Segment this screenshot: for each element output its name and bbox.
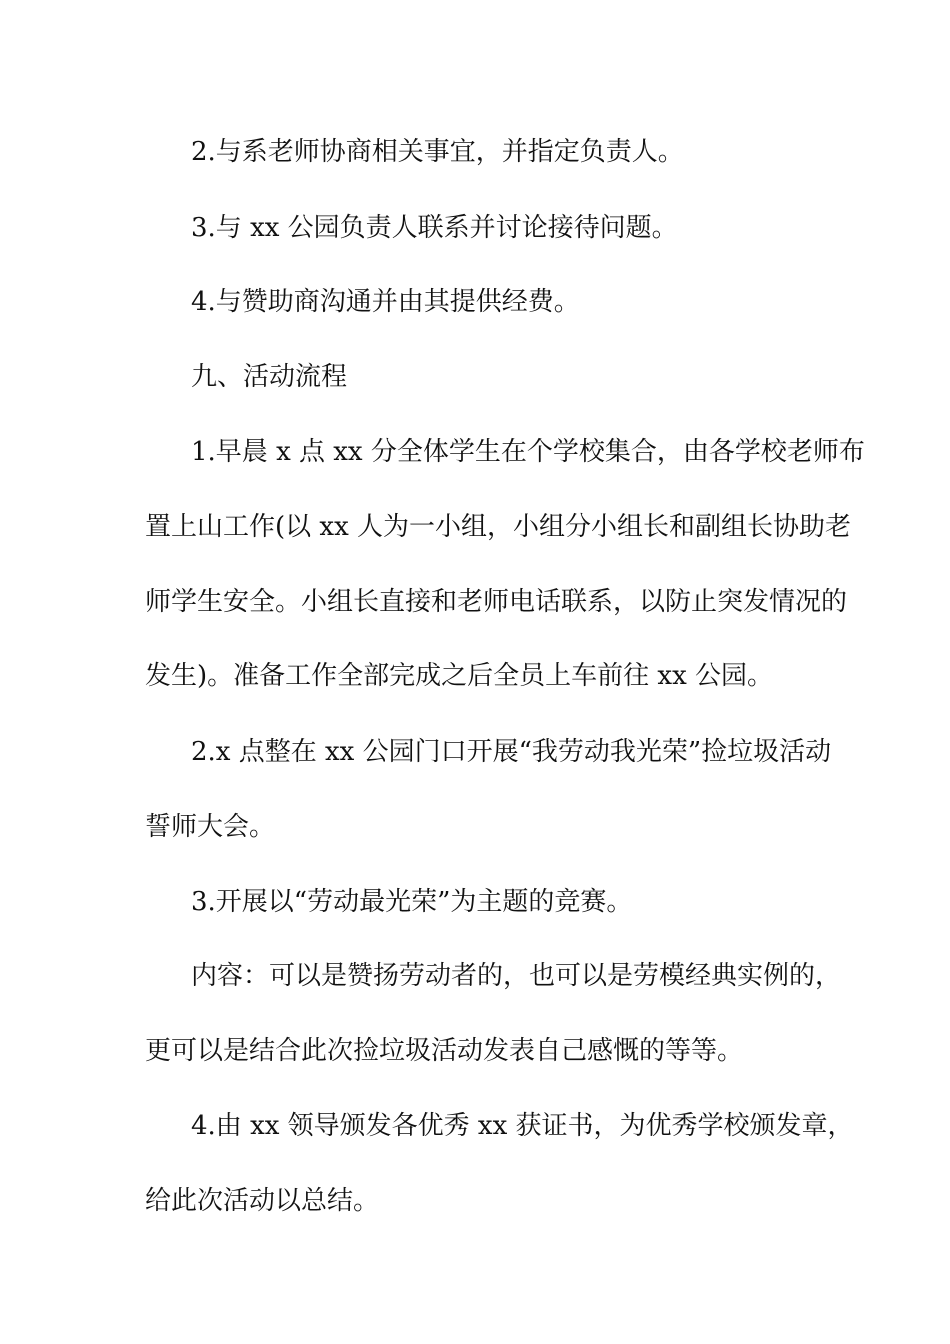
paragraph-line: 誓师大会。	[145, 812, 276, 842]
paragraph-line: 3.开展以“劳动最光荣”为主题的竞赛。	[191, 887, 633, 917]
paragraph-line: 发生)。准备工作全部完成之后全员上车前往 xx 公园。	[145, 661, 773, 691]
paragraph-line: 4.由 xx 领导颁发各优秀 xx 获证书，为优秀学校颁发章，	[191, 1111, 854, 1141]
paragraph-line: 1.早晨 x 点 xx 分全体学生在个学校集合，由各学校老师布	[191, 437, 865, 467]
paragraph-line: 4.与赞助商沟通并由其提供经费。	[191, 287, 580, 317]
paragraph-line: 给此次活动以总结。	[145, 1186, 380, 1216]
paragraph-line: 2.x 点整在 xx 公园门口开展“我劳动我光荣”捡垃圾活动	[191, 737, 832, 767]
paragraph-line: 3.与 xx 公园负责人联系并讨论接待问题。	[191, 213, 678, 243]
section-heading: 九、活动流程	[191, 362, 348, 392]
paragraph-line: 2.与系老师协商相关事宜，并指定负责人。	[191, 137, 684, 167]
paragraph-line: 师学生安全。小组长直接和老师电话联系，以防止突发情况的	[145, 587, 848, 617]
paragraph-line: 内容：可以是赞扬劳动者的，也可以是劳模经典实例的，	[191, 961, 842, 991]
paragraph-line: 更可以是结合此次捡垃圾活动发表自己感慨的等等。	[145, 1036, 744, 1066]
paragraph-line: 置上山工作(以 xx 人为一小组，小组分小组长和副组长协助老	[145, 512, 851, 542]
